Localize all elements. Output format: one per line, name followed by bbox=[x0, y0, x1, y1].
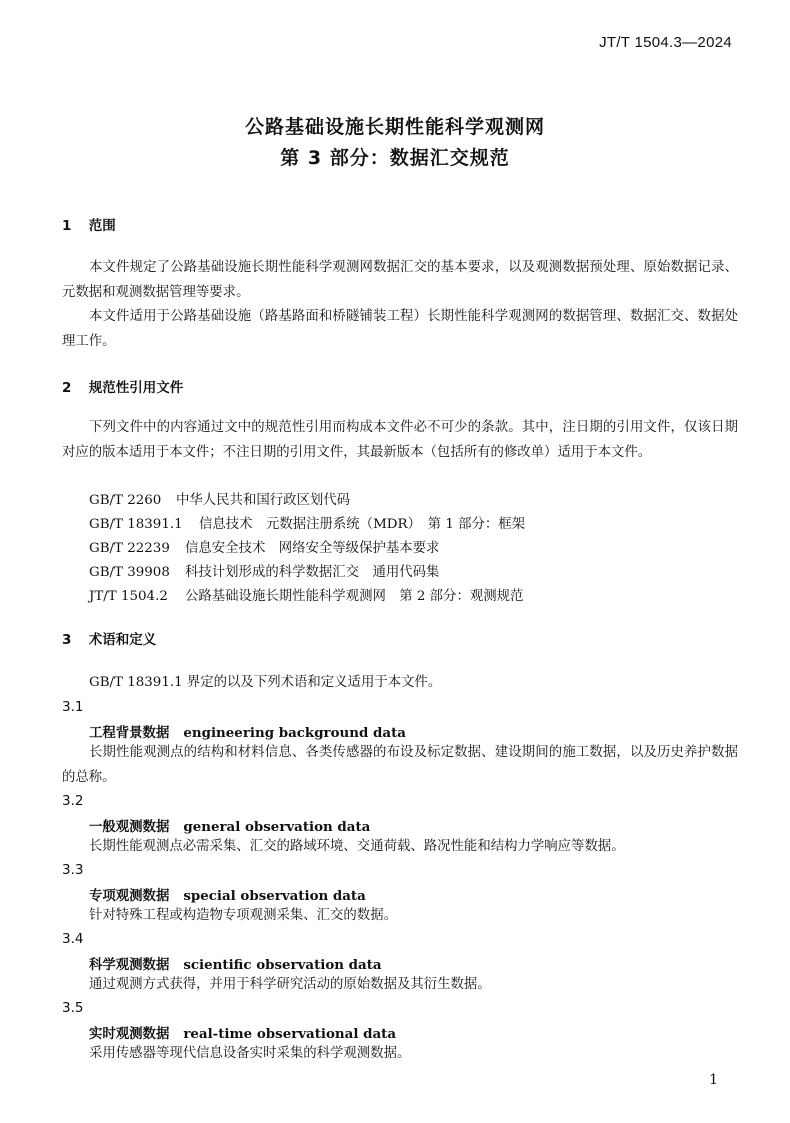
reference-title: 公路基础设施长期性能科学观测网 第 2 部分：观测规范 bbox=[185, 589, 524, 604]
term-number: 3.5 bbox=[62, 1000, 84, 1016]
reference-code: GB/T 18391.1 bbox=[89, 517, 183, 532]
term-definition: 长期性能观测点的结构和材料信息、各类传感器的布设及标定数据、建设期间的施工数据，以及历史养护数据的总称。 bbox=[62, 745, 738, 785]
document-title-line-2: 第 3 部分：数据汇交规范 bbox=[280, 147, 510, 169]
reference-item bbox=[89, 537, 439, 556]
reference-item bbox=[89, 489, 350, 508]
section-number: 3 bbox=[62, 632, 72, 648]
section-title: 术语和定义 bbox=[88, 632, 157, 648]
reference-code: JT/T 1504.2 bbox=[89, 589, 168, 604]
reference-code: GB/T 2260 bbox=[89, 493, 162, 508]
term-english: engineering background data bbox=[183, 725, 406, 741]
term-english: scientific observation data bbox=[183, 957, 382, 973]
section-number: 2 bbox=[62, 380, 72, 396]
term-chinese: 工程背景数据 bbox=[89, 726, 170, 741]
reference-code: GB/T 39908 bbox=[89, 565, 170, 580]
term-english: special observation data bbox=[183, 888, 366, 904]
reference-title: 信息安全技术 网络安全等级保护基本要求 bbox=[185, 541, 440, 556]
section-heading-scope bbox=[62, 214, 116, 234]
term-number: 3.2 bbox=[62, 793, 84, 809]
section-number: 1 bbox=[62, 218, 72, 234]
reference-item bbox=[89, 561, 439, 580]
term-chinese: 科学观测数据 bbox=[89, 958, 170, 973]
term-chinese: 专项观测数据 bbox=[89, 889, 170, 904]
document-title-line-1: 公路基础设施长期性能科学观测网 bbox=[244, 116, 545, 138]
reference-item bbox=[89, 585, 523, 604]
terms-intro-paragraph: GB/T 18391.1 界定的以及下列术语和定义适用于本文件。 bbox=[89, 675, 442, 690]
document-code: JT/T 1504.3—2024 bbox=[599, 34, 732, 51]
term-heading bbox=[89, 885, 366, 904]
term-heading bbox=[89, 954, 382, 973]
term-definition: 通过观测方式获得，并用于科学研究活动的原始数据及其衍生数据。 bbox=[89, 977, 491, 992]
term-number: 3.3 bbox=[62, 862, 84, 878]
section-title: 规范性引用文件 bbox=[88, 380, 184, 396]
term-english: real-time observational data bbox=[183, 1026, 396, 1042]
term-chinese: 一般观测数据 bbox=[89, 820, 170, 835]
term-definition: 长期性能观测点必需采集、汇交的路域环境、交通荷载、路况性能和结构力学响应等数据。 bbox=[89, 839, 625, 854]
term-heading bbox=[89, 816, 370, 835]
scope-paragraph-2: 本文件适用于公路基础设施（路基路面和桥隧铺装工程）长期性能科学观测网的数据管理、数据汇交、数据处理工作。 bbox=[62, 309, 738, 349]
page-number: 1 bbox=[709, 1072, 718, 1088]
reference-code: GB/T 22239 bbox=[89, 541, 170, 556]
reference-item bbox=[89, 513, 525, 532]
normative-intro-paragraph: 下列文件中的内容通过文中的规范性引用而构成本文件必不可少的条款。其中，注日期的引用文件，仅该日期对应的版本适用于本文件；不注日期的引用文件，其最新版本（包括所有的修改单）适用于本文件。 bbox=[62, 420, 738, 460]
reference-title: 信息技术 元数据注册系统（MDR） 第 1 部分：框架 bbox=[199, 517, 526, 532]
term-number: 3.4 bbox=[62, 931, 84, 947]
term-heading bbox=[89, 722, 406, 741]
term-chinese: 实时观测数据 bbox=[89, 1027, 170, 1042]
reference-title: 科技计划形成的科学数据汇交 通用代码集 bbox=[185, 565, 440, 580]
term-number: 3.1 bbox=[62, 699, 84, 715]
section-heading-normative-references bbox=[62, 376, 183, 396]
reference-title: 中华人民共和国行政区划代码 bbox=[176, 493, 351, 508]
term-definition: 针对特殊工程或构造物专项观测采集、汇交的数据。 bbox=[89, 908, 397, 923]
section-heading-terms-and-definitions bbox=[62, 628, 156, 648]
section-title: 范围 bbox=[88, 218, 116, 234]
term-heading bbox=[89, 1023, 396, 1042]
term-english: general observation data bbox=[183, 819, 371, 835]
term-definition: 采用传感器等现代信息设备实时采集的科学观测数据。 bbox=[89, 1046, 411, 1061]
scope-paragraph-1: 本文件规定了公路基础设施长期性能科学观测网数据汇交的基本要求，以及观测数据预处理、原始数据记录、元数据和观测数据管理等要求。 bbox=[62, 260, 738, 300]
